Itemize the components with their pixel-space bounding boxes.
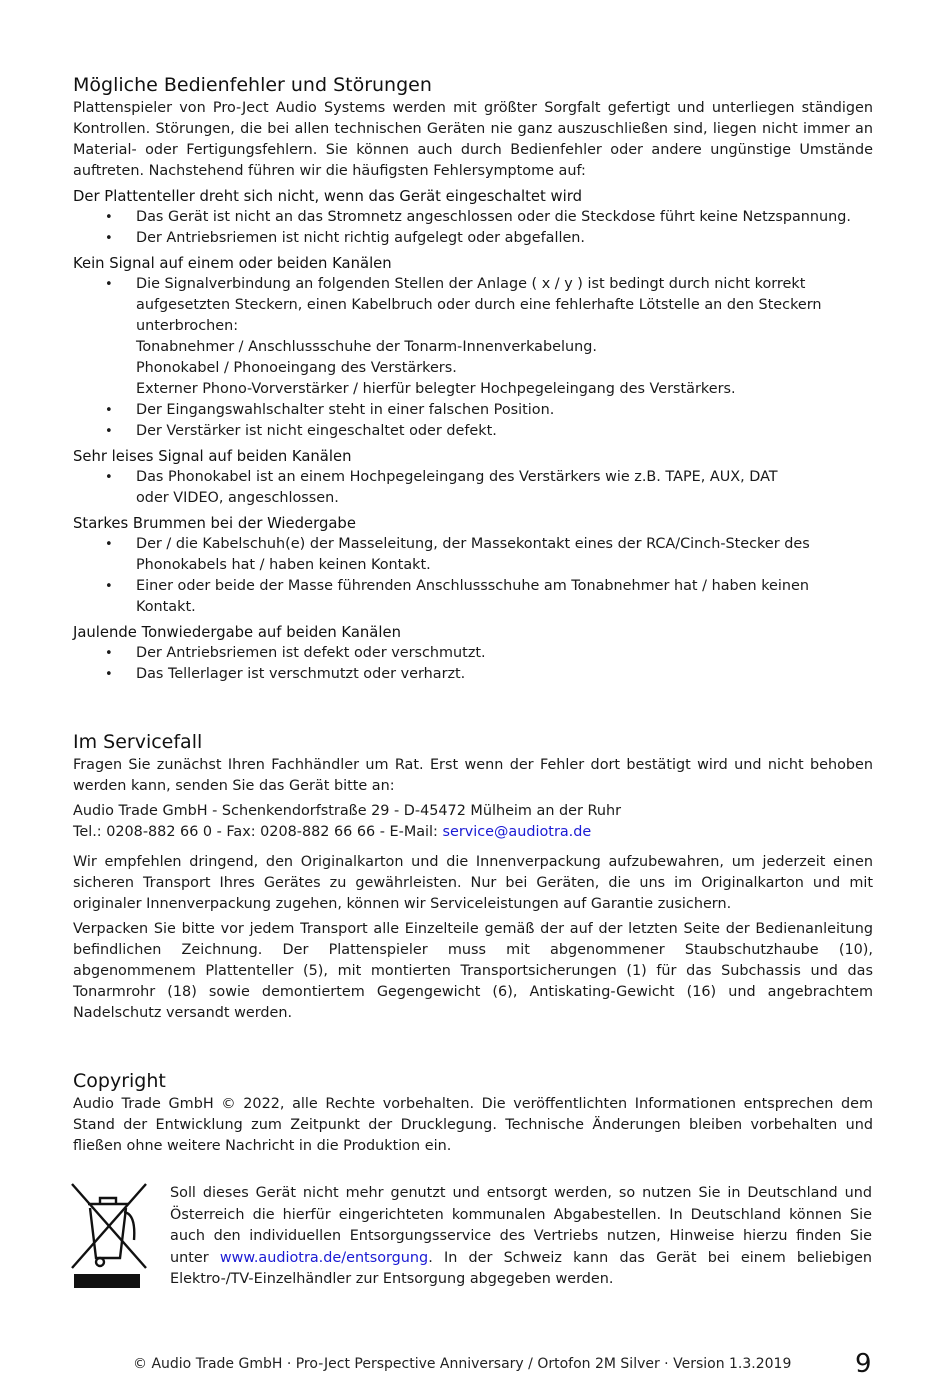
- list-item-line: oder VIDEO, angeschlossen.: [136, 490, 339, 506]
- service-contact: [73, 822, 873, 843]
- section-title-troubleshooting: Mögliche Bedienfehler und Störungen: [73, 74, 432, 96]
- list-item-line: Phonokabels hat / haben keinen Kontakt.: [136, 557, 431, 573]
- list-item: [73, 576, 873, 618]
- service-section: [73, 729, 873, 1024]
- symptom-heading: Jaulende Tonwiedergabe auf beiden Kanälen: [73, 624, 401, 641]
- list-item-line: Externer Phono-Vorverstärker / hierfür belegter Hochpegeleingang des Verstärkers.: [136, 381, 736, 397]
- symptom-groups: [73, 186, 873, 685]
- disposal-text-end: . In der Schweiz kann das Gerät bei einem beliebigen Elektro-/TV-Einzelhändler zur Entsorgung abgegeben werden.: [170, 1249, 872, 1287]
- section-title-service: Im Servicefall: [73, 731, 203, 753]
- list-item: [73, 664, 873, 685]
- list-item-line: • Das Tellerlager ist verschmutzt oder verharzt.: [136, 666, 466, 682]
- list-item-line: • Das Phonokabel ist an einem Hochpegeleingang des Verstärkers wie z.B. TAPE, AUX, DAT: [136, 469, 778, 485]
- list-item: [73, 274, 873, 400]
- list-item: [73, 207, 873, 228]
- list-item: [73, 467, 873, 509]
- page-number: 9: [855, 1349, 872, 1379]
- list-item-line: aufgesetzten Steckern, einen Kabelbruch oder durch eine fehlerhafte Lötstelle an den Steckern: [136, 297, 822, 313]
- list-item: [73, 228, 873, 249]
- disposal-link[interactable]: www.audiotra.de/entsorgung: [219, 1249, 429, 1266]
- service-intro: Fragen Sie zunächst Ihren Fachhändler um Rat. Erst wenn der Fehler dort bestätigt wird und nicht behoben werden kann, senden Sie das Gerät bitte an:: [73, 757, 873, 794]
- list-item-line: • Der Antriebsriemen ist defekt oder verschmutzt.: [136, 645, 486, 661]
- service-email-link[interactable]: service@audiotra.de: [442, 824, 592, 840]
- list-item-line: • Der Antriebsriemen ist nicht richtig aufgelegt oder abgefallen.: [136, 230, 585, 246]
- troubleshooting-intro: Plattenspieler von Pro-Ject Audio Systems werden mit größter Sorgfalt gefertigt und unterliegen ständigen Kontrollen. Störungen, die bei allen technischen Geräten nie ganz auszuschließen sind, liegen nicht immer an Material- oder Fertigungsfehlern. Sie können auch durch Bedienfehler oder andere ungünstige Umstände auftreten. Nachstehend führen wir die häufigsten Fehlersymptome auf:: [73, 100, 873, 179]
- list-item-line: unterbrochen:: [136, 318, 239, 334]
- symptom-heading: Starkes Brummen bei der Wiedergabe: [73, 515, 356, 532]
- copyright-section: [73, 1068, 873, 1157]
- symptom-list: [73, 274, 873, 442]
- list-item-line: • Das Gerät ist nicht an das Stromnetz angeschlossen oder die Steckdose führt keine Netzspannung.: [136, 209, 851, 225]
- contact-label: Tel.: 0208-882 66 0 - Fax: 0208-882 66 66 - E-Mail:: [73, 824, 443, 840]
- footer-text: © Audio Trade GmbH · Pro-Ject Perspective Anniversary / Ortofon 2M Silver · Version 1.3.2019: [133, 1356, 792, 1372]
- list-item-line: Phonokabel / Phonoeingang des Verstärkers.: [136, 360, 457, 376]
- symptom-heading: Kein Signal auf einem oder beiden Kanälen: [73, 255, 392, 272]
- service-address: Audio Trade GmbH - Schenkendorfstraße 29 - D-45472 Mülheim an der Ruhr: [73, 803, 622, 819]
- list-item-line: • Der / die Kabelschuh(e) der Masseleitung, der Massekontakt eines der RCA/Cinch-Stecker des: [136, 536, 810, 552]
- service-transport-note: Verpacken Sie bitte vor jedem Transport alle Einzelteile gemäß der auf der letzten Seite der Bedienanleitung befindlichen Zeichnung. Der Plattenspieler muss mit abgenommener Staubschutzhaube (10), abgenommenem Plattenteller (5), mit montierten Transportsicherungen (1) für das Subchassis und das Tonarmrohr (18) sowie demontiertem Gegengewicht (6), Antiskating-Gewicht (16) und angebrachtem Nadelschutz versandt werden.: [73, 921, 873, 1021]
- list-item-line: • Die Signalverbindung an folgenden Stellen der Anlage ( x / y ) ist bedingt durch nicht korrekt: [136, 276, 806, 292]
- disposal-text: Soll dieses Gerät nicht mehr genutzt und entsorgt werden, so nutzen Sie in Deutschland und Österreich die hierfür eingerichteten kommunalen Abgabestellen. In Deutschland können Sie auch den individuellen Entsorgungsservice des Vertriebs nutzen, Hinweise hierzu finden Sie unter: [170, 1185, 872, 1266]
- symptom-list: [73, 643, 873, 685]
- copyright-text: Audio Trade GmbH © 2022, alle Rechte vorbehalten. Die veröffentlichten Informationen entsprechen dem Stand der Entwicklung zum Zeitpunkt der Drucklegung. Technische Änderungen bleiben vorbehalten und fließen ohne weitere Nachricht in die Produktion ein.: [73, 1096, 873, 1154]
- list-item: [73, 534, 873, 576]
- symptom-heading: Der Plattenteller dreht sich nicht, wenn das Gerät eingeschaltet wird: [73, 188, 582, 205]
- list-item: [73, 643, 873, 664]
- list-item-line: Tonabnehmer / Anschlussschuhe der Tonarm-Innenverkabelung.: [136, 339, 597, 355]
- symptom-heading: Sehr leises Signal auf beiden Kanälen: [73, 448, 352, 465]
- page-content: [73, 72, 873, 1157]
- disposal-note: [170, 1183, 872, 1291]
- symptom-list: [73, 467, 873, 509]
- list-item-line: • Der Eingangswahlschalter steht in einer falschen Position.: [136, 402, 555, 418]
- section-title-copyright: Copyright: [73, 1070, 166, 1092]
- list-item: [73, 421, 873, 442]
- symptom-list: [73, 207, 873, 249]
- service-packaging-note: Wir empfehlen dringend, den Originalkarton und die Innenverpackung aufzubewahren, um jederzeit einen sicheren Transport Ihres Gerätes zu gewährleisten. Nur bei Geräten, die uns im Originalkarton und mit originaler Innenverpackung zugehen, können wir Serviceleistungen auf Garantie zusichern.: [73, 854, 873, 912]
- list-item-line: • Einer oder beide der Masse führenden Anschlussschuhe am Tonabnehmer hat / haben keinen Kontakt.: [136, 578, 809, 615]
- list-item: [73, 400, 873, 421]
- symptom-list: [73, 534, 873, 618]
- crossed-out-wheelie-bin-icon: [70, 1182, 150, 1292]
- list-item-line: • Der Verstärker ist nicht eingeschaltet oder defekt.: [136, 423, 497, 439]
